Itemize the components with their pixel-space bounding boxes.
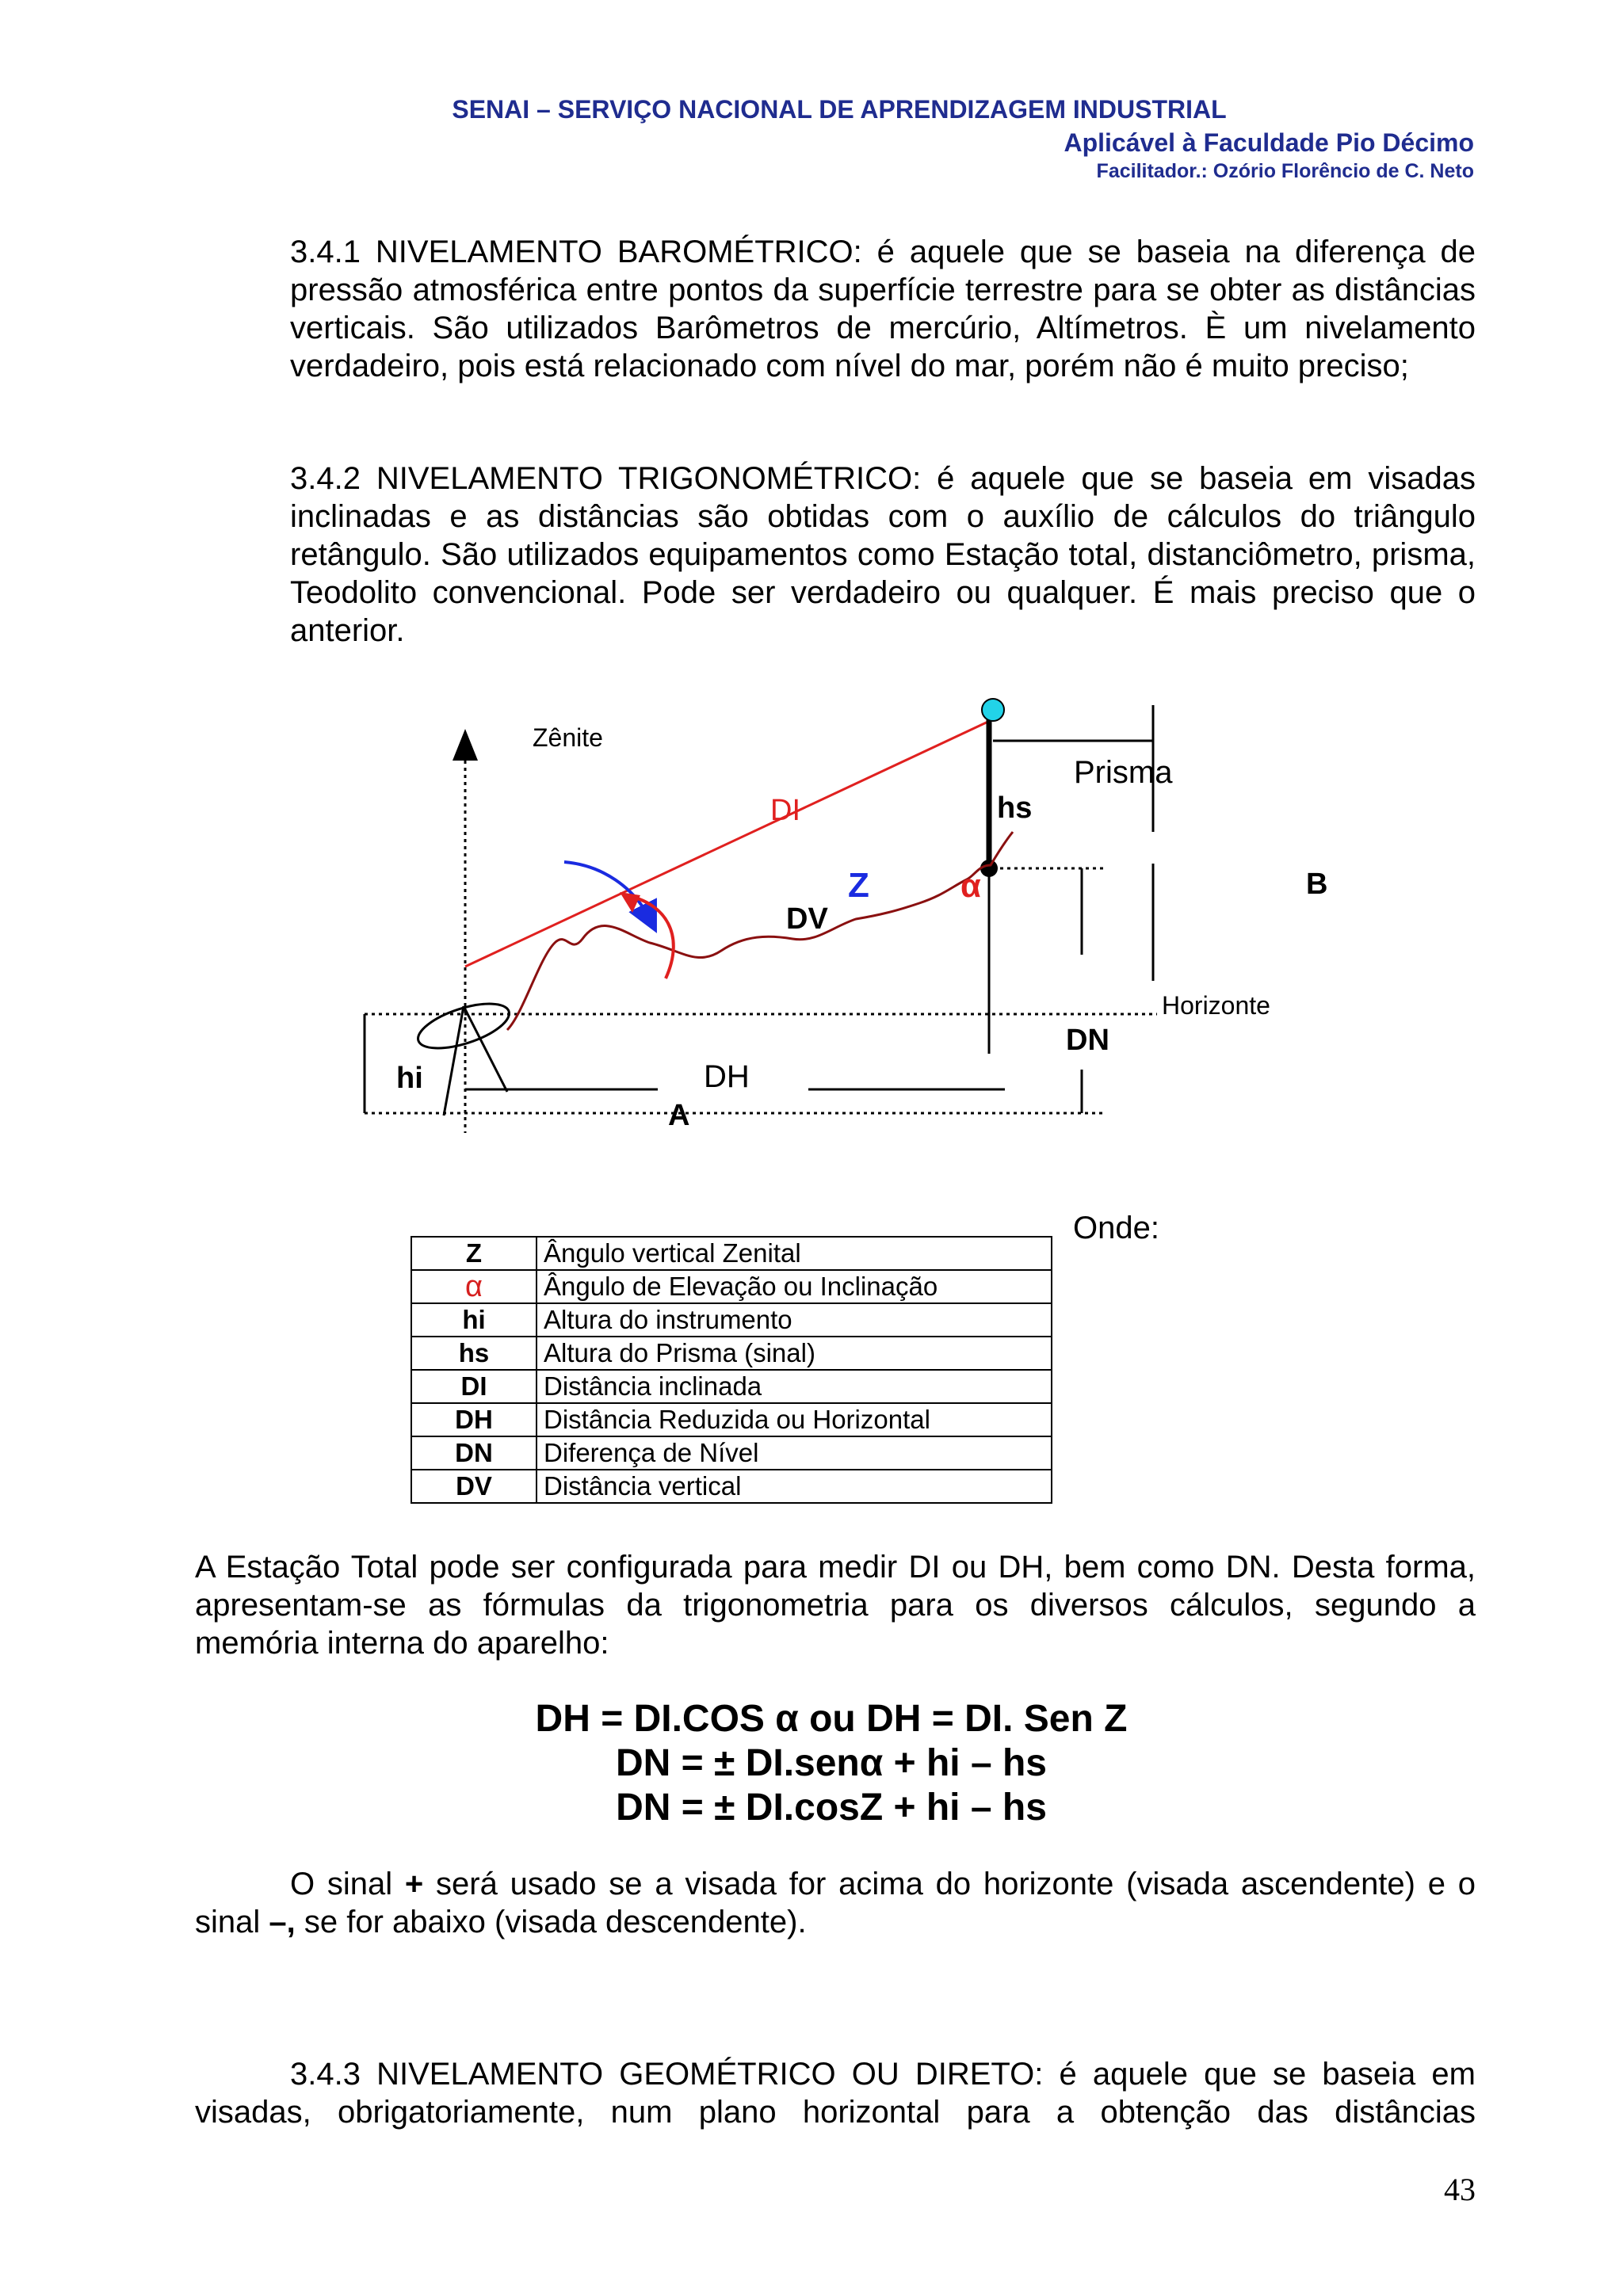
label-hs: hs: [997, 791, 1033, 825]
sign-text: será usado se a visada for acima do horizonte (visada ascendente) e o sinal: [195, 1867, 1476, 1939]
label-prisma: Prisma: [1074, 755, 1173, 790]
paragraph-barometric: 3.4.1 NIVELAMENTO BAROMÉTRICO: é aquele que se baseia na diferença de pressão atmosférica entre pontos da superfície terrestre para se obter as distâncias verticais. São utilizados Barômetros de mercúrio, Altímetros. È um nivelamento verdadeiro, pois está relacionado com nível do mar, porém não é muito preciso;: [290, 235, 1476, 383]
label-di: DI: [770, 794, 800, 827]
legend-symbol: DI: [411, 1370, 537, 1403]
legend-description: Ângulo vertical Zenital: [537, 1237, 1052, 1270]
z-angle-arc: [564, 862, 650, 919]
table-row: [411, 1303, 1052, 1337]
label-dn: DN: [1066, 1024, 1109, 1057]
table-row: [411, 1337, 1052, 1370]
paragraph-total-station: A Estação Total pode ser configurada para medir DI ou DH, bem como DN. Desta forma, apresentam-se as fórmulas da trigonometria para os diversos cálculos, segundo a memória interna do aparelho:: [195, 1550, 1476, 1661]
legend-symbol: α: [411, 1270, 537, 1303]
legend-description: Diferença de Nível: [537, 1436, 1052, 1470]
sign-text: se for abaixo (visada descendente).: [295, 1905, 807, 1939]
di-line: [465, 719, 993, 967]
label-onde: Onde:: [1073, 1211, 1159, 1245]
table-row: [411, 1370, 1052, 1403]
formulas-block: [0, 1697, 1623, 1830]
legend-symbol: DV: [411, 1470, 537, 1503]
label-z: Z: [848, 866, 869, 905]
paragraph-geometric: 3.4.3 NIVELAMENTO GEOMÉTRICO OU DIRETO: é aquele que se baseia em visadas, obrigatoriamente, num plano horizontal para a obtenção das distâncias: [195, 2057, 1476, 2130]
prism-icon: [982, 699, 1004, 721]
label-dh: DH: [704, 1059, 750, 1094]
header-facilitator: Facilitador.: Ozório Florêncio de C. Neto: [1096, 160, 1474, 182]
plus-sign: +: [404, 1867, 424, 1901]
legend-table: [411, 1236, 1052, 1504]
label-horizonte: Horizonte: [1162, 991, 1270, 1020]
label-hi: hi: [396, 1062, 423, 1095]
label-zenite: Zênite: [533, 723, 603, 752]
legend-symbol: DH: [411, 1403, 537, 1436]
formula-dn-sin: DN = ± DI.senα + hi – hs: [615, 1742, 1047, 1784]
formula-dn-cos: DN = ± DI.cosZ + hi – hs: [616, 1787, 1047, 1829]
label-a: A: [668, 1099, 690, 1132]
zenith-arrow-icon: [453, 729, 478, 761]
legend-description: Ângulo de Elevação ou Inclinação: [537, 1270, 1052, 1303]
table-row: [411, 1403, 1052, 1436]
prism-base-point: [980, 860, 998, 877]
page-number: 43: [1444, 2172, 1476, 2207]
table-row: [411, 1436, 1052, 1470]
legend-description: Altura do instrumento: [537, 1303, 1052, 1337]
table-row: [411, 1470, 1052, 1503]
legend-description: Distância Reduzida ou Horizontal: [537, 1403, 1052, 1436]
instrument-icon: [413, 995, 514, 1058]
label-b: B: [1306, 868, 1328, 901]
label-dv: DV: [786, 902, 828, 936]
legend-symbol: DN: [411, 1436, 537, 1470]
legend-description: Distância inclinada: [537, 1370, 1052, 1403]
table-row: [411, 1270, 1052, 1303]
sign-text: O sinal: [290, 1867, 405, 1901]
legend-description: Distância vertical: [537, 1470, 1052, 1503]
legend-symbol: hi: [411, 1303, 537, 1337]
paragraph-trigonometric: 3.4.2 NIVELAMENTO TRIGONOMÉTRICO: é aquele que se baseia em visadas inclinadas e as distâncias são obtidas com o auxílio de cálculos do triângulo retângulo. São utilizados equipamentos como Estação total, distanciômetro, prisma, Teodolito convencional. Pode ser verdadeiro ou qualquer. É mais preciso que o anterior.: [290, 461, 1476, 648]
header-faculty: Aplicável à Faculdade Pio Décimo: [1064, 128, 1474, 157]
trig-leveling-diagram: [0, 681, 1623, 1173]
legend-symbol: Z: [411, 1237, 537, 1270]
ground-profile: [507, 832, 1013, 1030]
formula-dh: DH = DI.COS α ou DH = DI. Sen Z: [535, 1698, 1128, 1740]
header-institution: SENAI – SERVIÇO NACIONAL DE APRENDIZAGEM INDUSTRIAL: [452, 95, 1227, 124]
legend-description: Altura do Prisma (sinal): [537, 1337, 1052, 1370]
legend-symbol: hs: [411, 1337, 537, 1370]
minus-sign: –,: [269, 1905, 296, 1939]
paragraph-sign-rule: [195, 1865, 1476, 1941]
table-row: [411, 1237, 1052, 1270]
label-alpha: α: [960, 867, 981, 904]
